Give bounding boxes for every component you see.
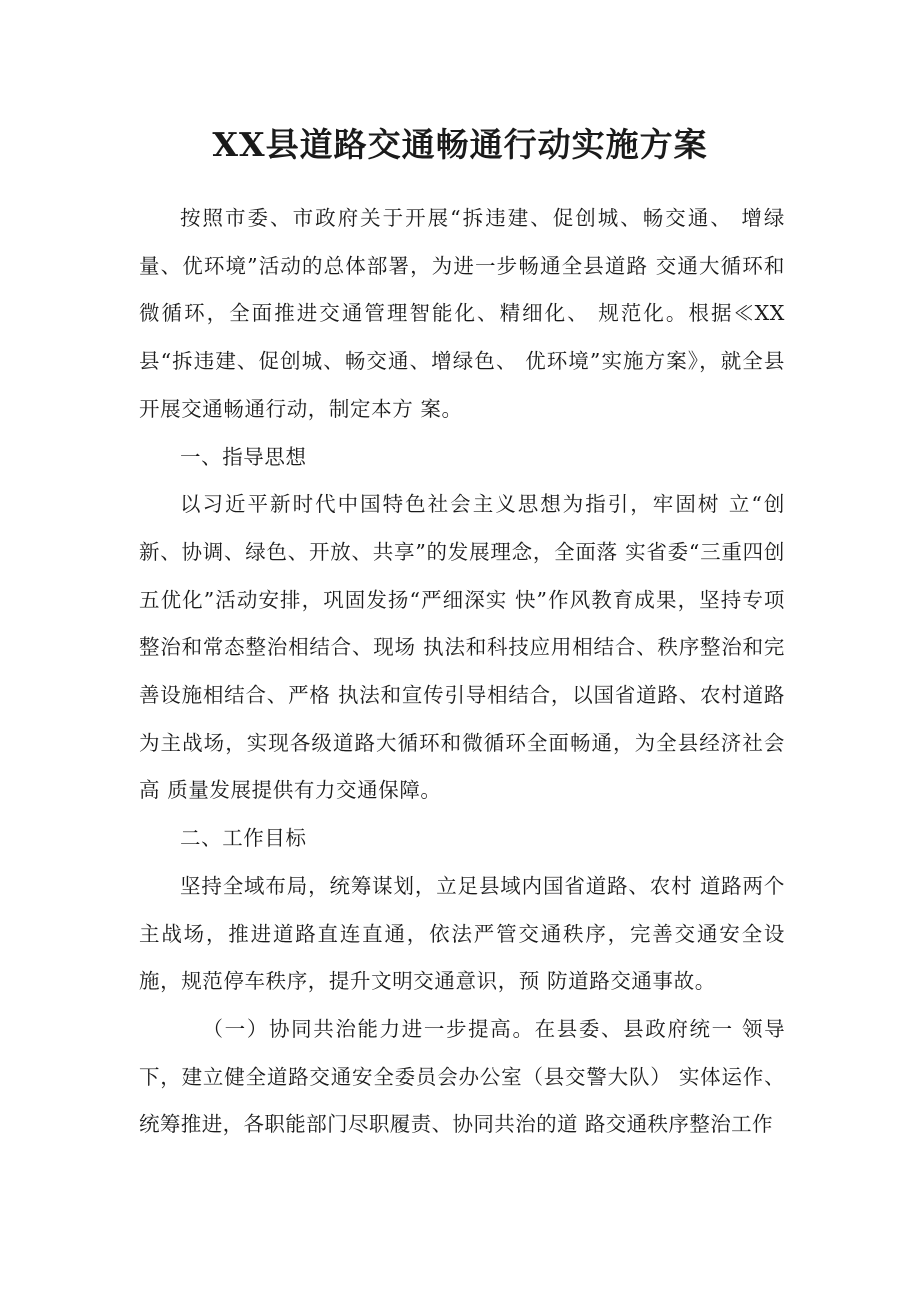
document-title: XX县道路交通畅通行动实施方案 [212,125,708,164]
section-paragraph-guiding-ideology: 以习近平新时代中国特色社会主义思想为指引，牢固树 立“创新、协调、绿色、开放、共享”的发展理念，全面落 实省委“三重四创五优化”活动安排，巩固发扬“严细深实 快”作风教育成果，坚持专项整治和常态整治相结合、现场 执法和科技应用相结合、秩序整治和完善设施相结合、严格 执法和宣传引导相结合，以国省道路、农村道路为主战场，实现各级道路大循环和微循环全面畅通，为全县经济社会高 质量发展提供有力交通保障。 [139,492,785,803]
sub-item-paragraph: （一）协同共治能力进一步提高。在县委、县政府统一 领导下，建立健全道路交通安全委员会办公室（县交警大队） 实体运作、统筹推进，各职能部门尽职履责、协同共治的道 路交通秩序整治工作 [139,1016,785,1137]
section-paragraph-work-goals: 坚持全域布局，统筹谋划，立足县域内国省道路、农村 道路两个主战场，推进道路直连直通，依法严管交通秩序，完善交通安全设施，规范停车秩序，提升文明交通意识，预 防道路交通事故。 [139,873,785,994]
section-heading-guiding-ideology: 一、指导思想 [180,444,307,469]
document-body [139,195,785,1149]
section-heading-work-goals: 二、工作目标 [180,826,307,851]
intro-paragraph: 按照市委、市政府关于开展“拆违建、促创城、畅交通、 增绿量、优环境”活动的总体部署，为进一步畅通全县道路 交通大循环和微循环，全面推进交通管理智能化、精细化、 规范化。根据≪XX县“拆违建、促创城、畅交通、增绿色、 优环境”实施方案》，就全县开展交通畅通行动，制定本方 案。 [139,206,785,421]
